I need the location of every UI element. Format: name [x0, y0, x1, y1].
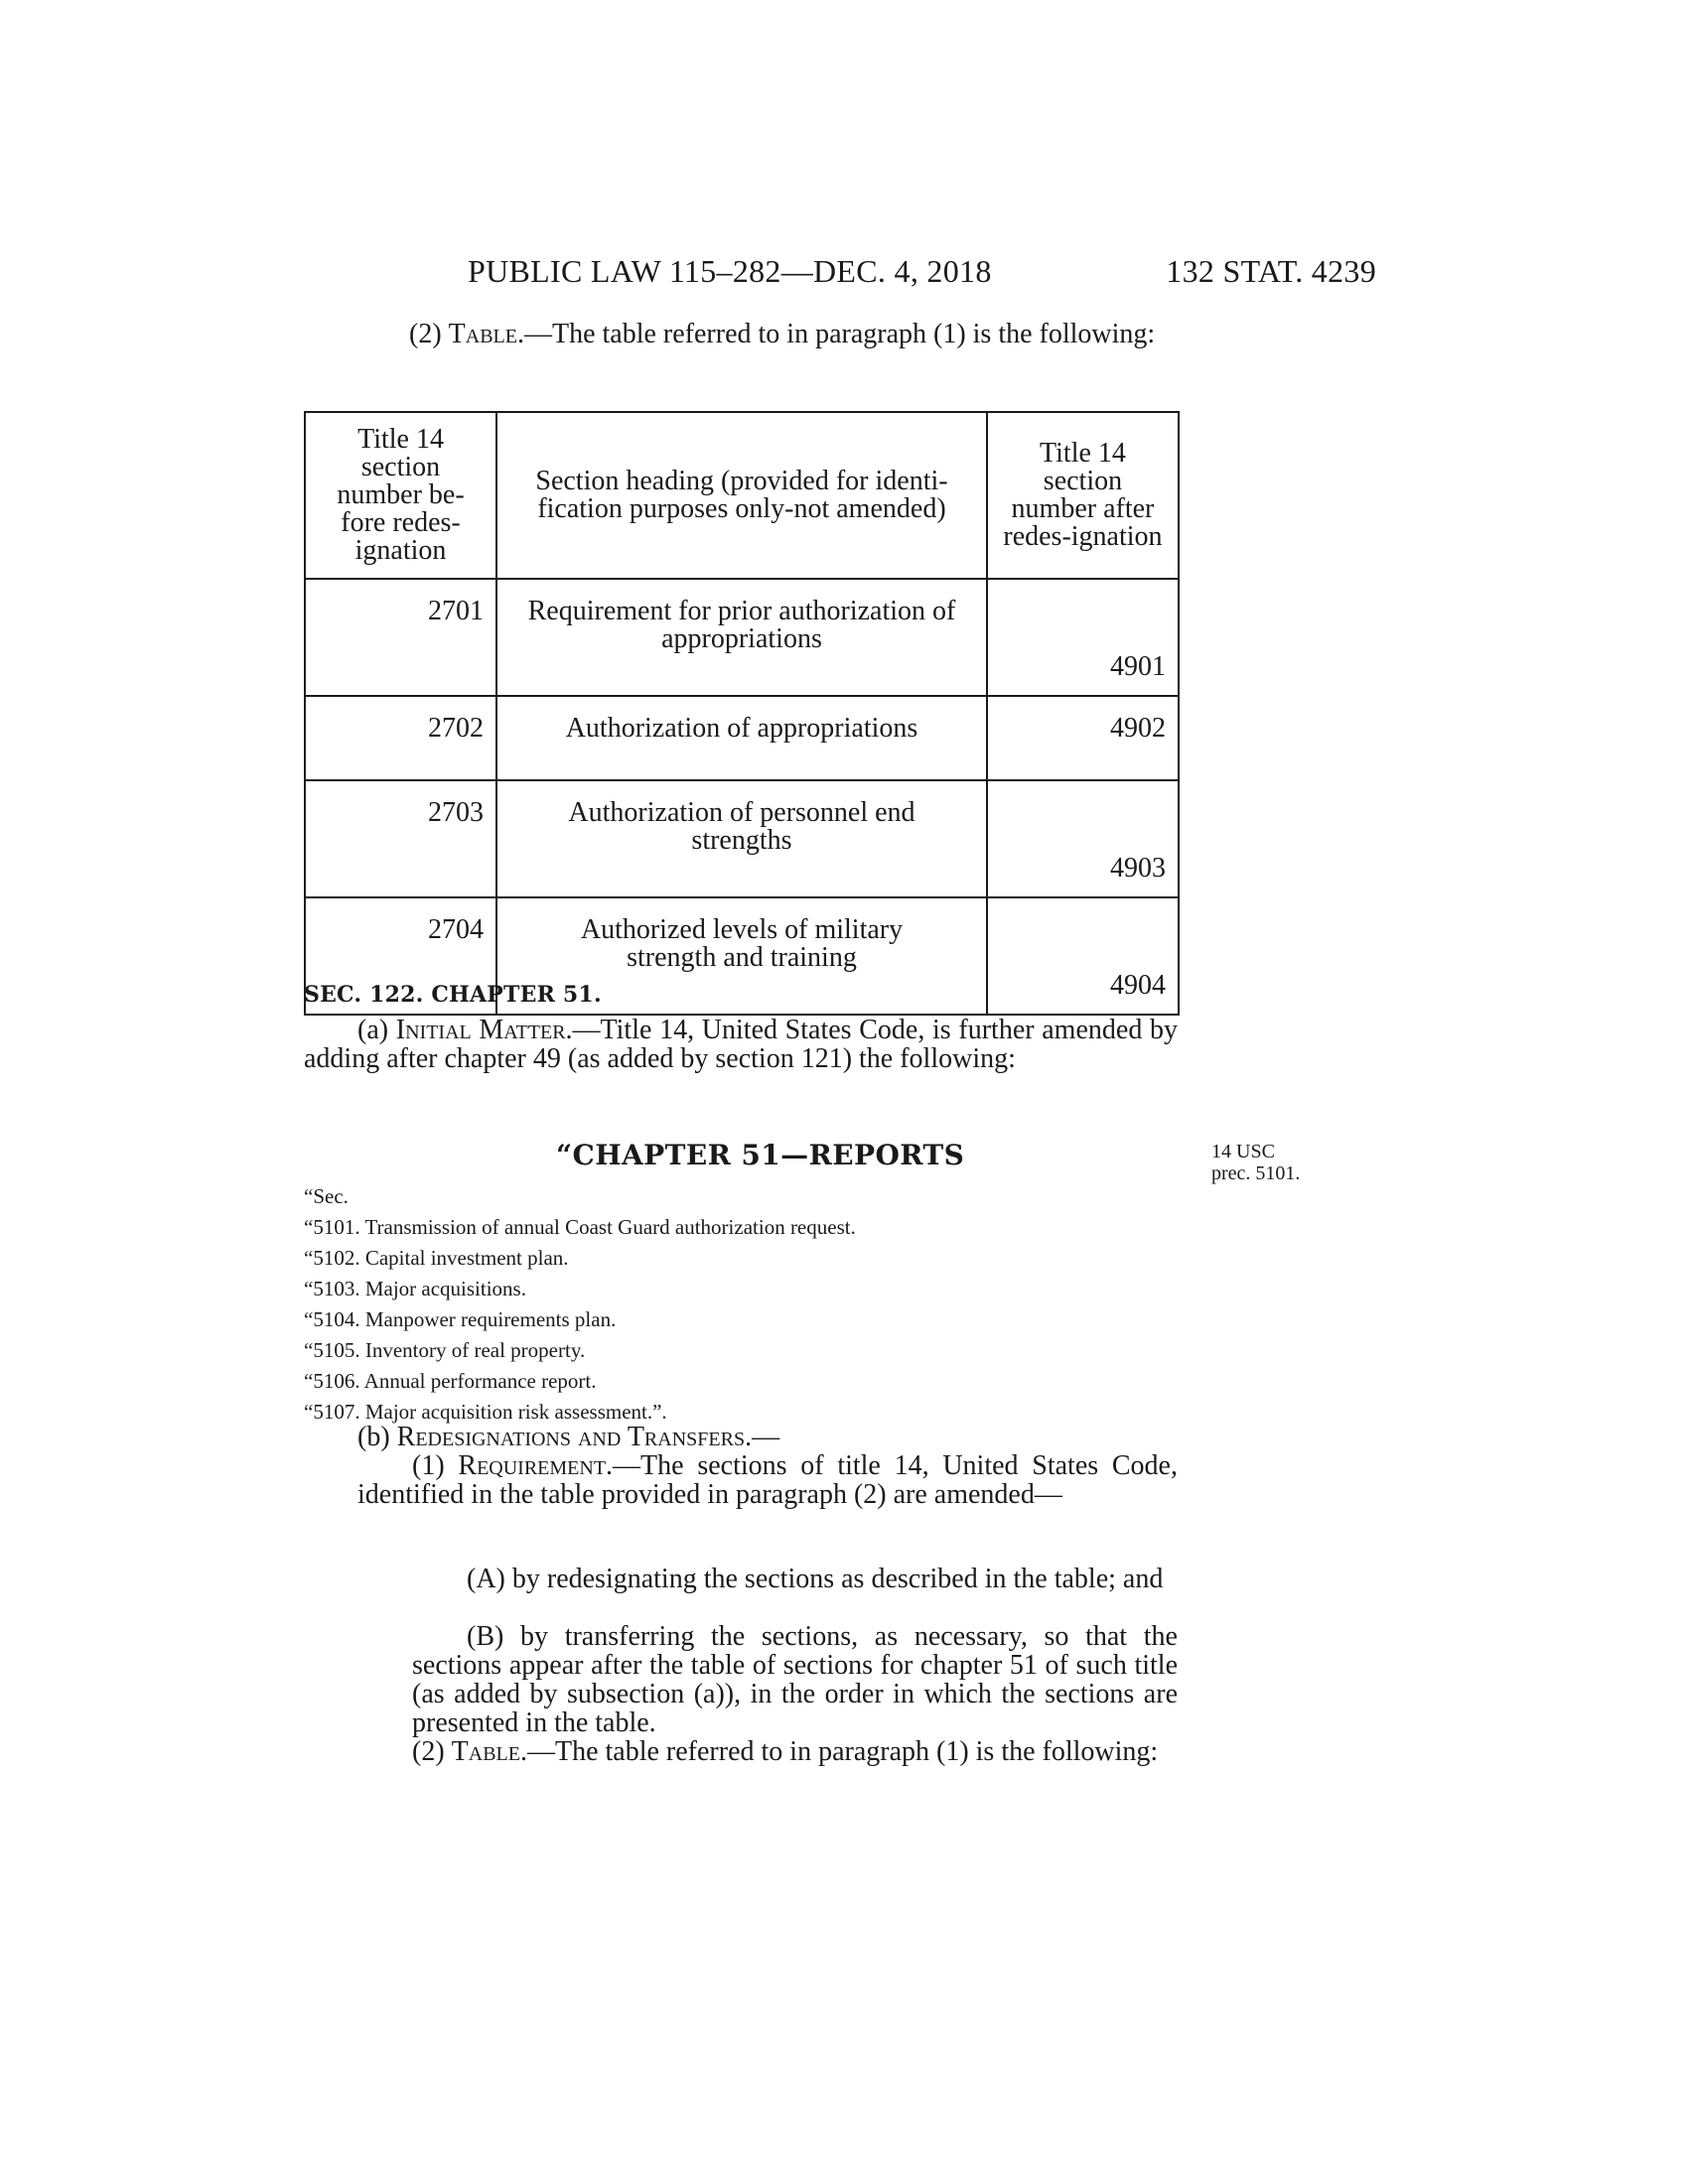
- margin-citation: [1211, 1141, 1300, 1184]
- paragraph-label: Redesignations and Transfers: [396, 1422, 746, 1452]
- header-before: Title 14 section number be-fore redes-ignation: [305, 412, 496, 579]
- table-header-row: [305, 412, 1179, 579]
- paragraph-label: Initial Matter: [395, 1015, 566, 1045]
- paragraph-number: (b): [357, 1422, 390, 1452]
- paragraph-label: Table: [448, 319, 517, 349]
- paragraph-text: .—: [745, 1422, 780, 1452]
- toc-line: “5103. Major acquisitions.: [304, 1277, 526, 1300]
- header-heading: Section heading (provided for identi-fication purposes only-not amended): [496, 412, 987, 579]
- cell-after: 4901: [987, 579, 1179, 696]
- clause-a: (A) by redesignating the sections as described in the table; and: [467, 1564, 1164, 1594]
- section-heading: SEC. 122. CHAPTER 51.: [304, 982, 602, 1008]
- paragraph-text: .—Title 14, United States Code, is further amended by adding after chapter 49 (as added by section 121) the following:: [304, 1015, 1179, 1074]
- running-head: [304, 253, 1376, 293]
- table-of-sections: [304, 1181, 856, 1428]
- cell-before: 2703: [305, 780, 496, 897]
- cell-heading: Requirement for prior authorization of appropriations: [496, 579, 987, 696]
- toc-line: “Sec.: [304, 1184, 349, 1208]
- table-row: [305, 780, 1179, 897]
- cell-before: 2702: [305, 696, 496, 780]
- table-paragraph: [303, 1737, 1178, 1766]
- clause-b: (B) by transferring the sections, as necessary, so that the sections appear after the table of sections for chapter 51 of such title (as added by subsection (a)), in the order in which the sections are presented in the table.: [412, 1621, 1178, 1738]
- paragraph-text: .—The table referred to in paragraph (1) is the following:: [519, 1736, 1159, 1767]
- cell-heading: Authorized levels of military strength and training: [496, 897, 987, 1015]
- law-title: PUBLIC LAW 115–282—DEC. 4, 2018: [468, 253, 992, 289]
- toc-line: “5102. Capital investment plan.: [304, 1246, 569, 1270]
- cell-after: 4903: [987, 780, 1179, 897]
- toc-line: “5101. Transmission of annual Coast Guard authorization request.: [304, 1215, 856, 1239]
- redesignations-paragraph: [357, 1423, 1178, 1451]
- redesignation-table: [304, 411, 1180, 1016]
- margin-line: prec. 5101.: [1211, 1162, 1301, 1184]
- header-after: Title 14 section number after redes-ignation: [987, 412, 1179, 579]
- cell-before: 2704: [305, 897, 496, 1015]
- paragraph-text: .—The sections of title 14, United States Code, identified in the table provided in paragraph (2) are amended—: [357, 1450, 1178, 1510]
- paragraph-label: Requirement: [458, 1450, 607, 1481]
- chapter-title: “CHAPTER 51—REPORTS: [556, 1139, 965, 1171]
- statute-page: 132 STAT. 4239: [1166, 253, 1376, 289]
- cell-after: 4904: [987, 897, 1179, 1015]
- cell-before: 2701: [305, 579, 496, 696]
- requirement-paragraph: [303, 1451, 1178, 1509]
- paragraph-number: (2): [409, 319, 442, 349]
- margin-line: 14 USC: [1211, 1141, 1275, 1162]
- table-row: [305, 696, 1179, 780]
- toc-line: “5106. Annual performance report.: [304, 1369, 597, 1393]
- paragraph-label: Table: [451, 1736, 520, 1767]
- intro-paragraph: [306, 320, 1178, 348]
- toc-line: “5105. Inventory of real property.: [304, 1338, 586, 1362]
- paragraph-number: (a): [357, 1015, 389, 1045]
- toc-line: “5104. Manpower requirements plan.: [304, 1307, 617, 1331]
- cell-heading: Authorization of personnel end strengths: [496, 780, 987, 897]
- toc-line: “5107. Major acquisition risk assessment.”.: [304, 1400, 667, 1424]
- paragraph-text: .—The table referred to in paragraph (1) is the following:: [516, 319, 1156, 349]
- paragraph-number: (2): [412, 1736, 445, 1767]
- cell-after: 4902: [987, 696, 1179, 780]
- table-row: [305, 579, 1179, 696]
- cell-heading: Authorization of appropriations: [496, 696, 987, 780]
- initial-matter-paragraph: [304, 1016, 1178, 1073]
- paragraph-number: (1): [412, 1450, 445, 1481]
